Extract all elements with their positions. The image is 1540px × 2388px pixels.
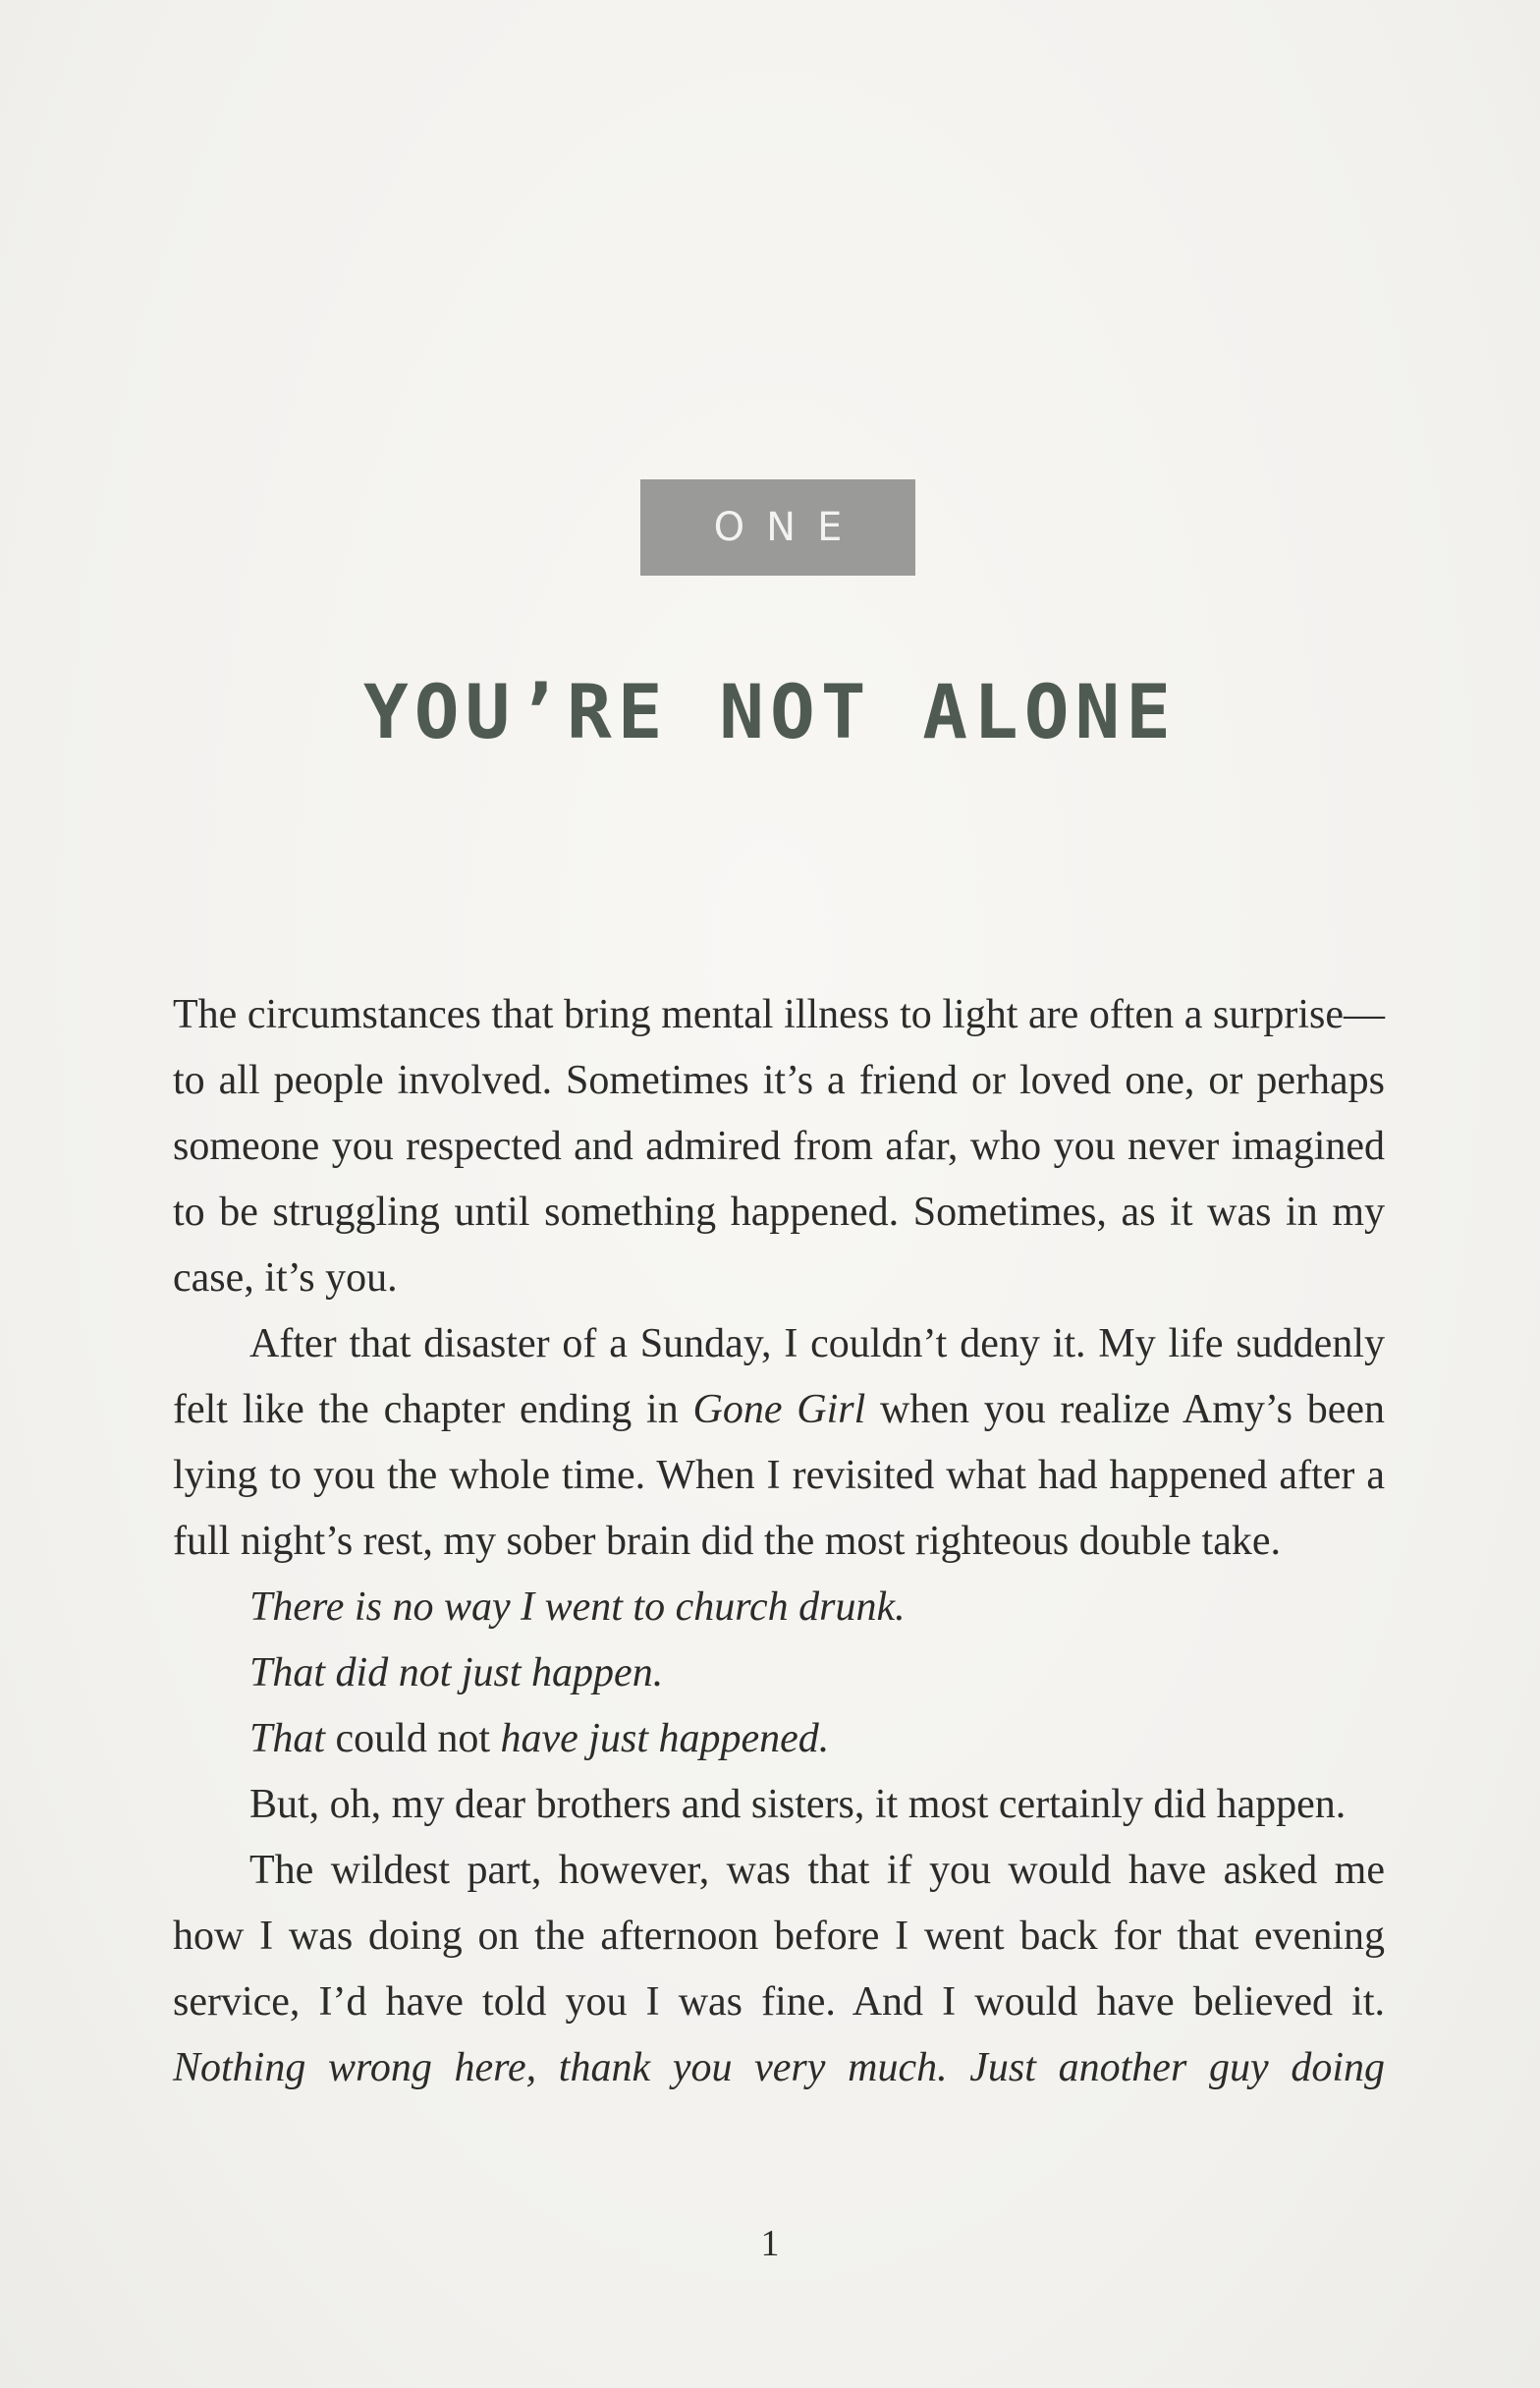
paragraph-5-italic-a: That <box>249 1716 326 1761</box>
paragraph-2-text-b: when you realize Amy’s been lying to you the whole time. When I revisited what had happened after a full night’s rest, my sober brain did the most righteous double take. <box>173 1387 1385 1564</box>
paragraph-1: The circumstances that bring mental illness to light are often a surprise—to all people involved. Sometimes it’s a friend or loved one, or perhaps someone you respected and admired from afar, who you never imagined to be struggling until something happened. Sometimes, as it was in my case, it’s you. <box>173 992 1385 1301</box>
paragraph-7-italic: Nothing wrong here, thank you very much. Just another guy doing <box>173 2045 1385 2090</box>
paragraph-5 <box>173 1706 1385 1772</box>
paragraph-6: But, oh, my dear brothers and sisters, it most certainly did happen. <box>249 1782 1347 1827</box>
chapter-number-box <box>640 479 915 576</box>
paragraph-4: That did not just happen. <box>249 1650 664 1695</box>
paragraph-7-text: The wildest part, however, was that if you would have asked me how I was doing on the afternoon before I went back for that evening service, I’d have told you I was fine. And I would have believed it. <box>173 1848 1385 2025</box>
chapter-number: ONE <box>713 505 864 550</box>
paragraph-7 <box>173 1838 1385 2101</box>
page-number: 1 <box>760 2223 780 2264</box>
chapter-title: YOU’RE NOT ALONE <box>362 668 1178 755</box>
paragraph-3: There is no way I went to church drunk. <box>249 1584 906 1630</box>
paragraph-2-text-a: After that disaster of a Sunday, I couldn’t deny it. My life suddenly felt like the chapter ending in <box>173 1321 1385 1432</box>
body-text <box>173 982 1385 2101</box>
paragraph-5-text: could not <box>325 1716 501 1761</box>
paragraph-5-italic-b: have just happened. <box>500 1716 830 1761</box>
paragraph-2 <box>173 1311 1385 1575</box>
book-title-gone-girl: Gone Girl <box>692 1387 866 1432</box>
